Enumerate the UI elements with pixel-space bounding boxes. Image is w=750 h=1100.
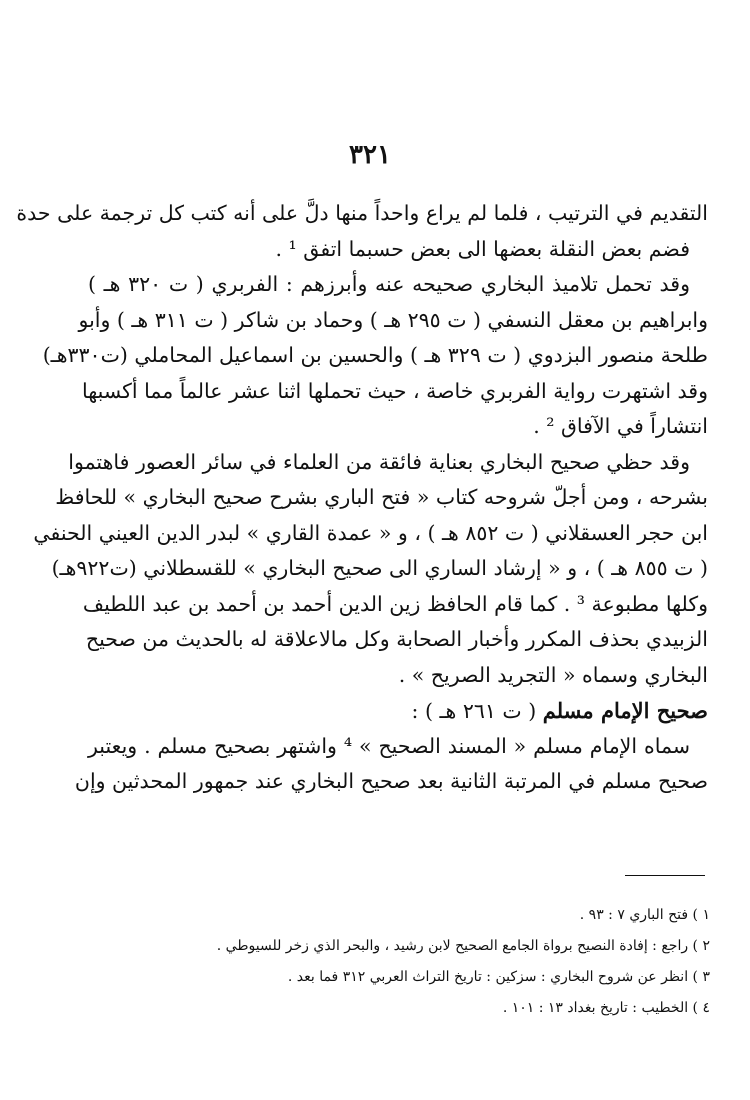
text-line: ابن حجر العسقلاني ( ت ٨٥٢ هـ ) ، و « عمدة القاري » لبدر الدين العيني الحنفي xyxy=(33,520,708,545)
text-line: ( ت ٨٥٥ هـ ) ، و « إرشاد الساري الى صحيح البخاري » للقسطلاني (ت٩٢٢هـ) xyxy=(51,556,708,580)
text-line: التقديم في الترتيب ، فلما لم يراع واحداً منها دلَّ على أنه كتب كل ترجمة على حدة xyxy=(16,201,708,225)
page-number: ٣٢١ xyxy=(349,140,391,170)
section-heading-date: ( ت ٢٦١ هـ ) : xyxy=(411,699,543,723)
text-line: البخاري وسماه « التجريد الصريح » . xyxy=(398,662,708,687)
text-line: فضم بعض النقلة بعضها الى بعض حسبما اتفق ¹ . xyxy=(275,236,690,261)
text-line: صحيح مسلم في المرتبة الثانية بعد صحيح البخاري عند جمهور المحدثين وإن xyxy=(74,769,708,793)
footnote: ٣ ) انظر عن شروح البخاري : سزكين : تاريخ التراث العربي ٣١٢ فما بعد . xyxy=(287,969,710,985)
text-line: وابراهيم بن معقل النسفي ( ت ٢٩٥ هـ ) وحماد بن شاكر ( ت ٣١١ هـ ) وأبو xyxy=(78,307,708,332)
text-line: بشرحه ، ومن أجلّ شروحه كتاب « فتح الباري بشرح صحيح البخاري » للحافظ xyxy=(55,485,708,509)
section-heading-title: صحيح الإمام مسلم xyxy=(542,698,708,723)
footnote: ٢ ) راجع : إفادة النصيح برواة الجامع الصحيح لابن رشيد ، والبحر الذي زخر للسيوطي . xyxy=(216,938,710,954)
text-line: وقد تحمل تلاميذ البخاري صحيحه عنه وأبرزهم : الفربري ( ت ٣٢٠ هـ ) xyxy=(88,272,690,296)
section-heading xyxy=(88,693,708,729)
footnote-divider xyxy=(625,875,705,876)
footnotes xyxy=(150,900,710,1024)
text-line: وقد اشتهرت رواية الفربري خاصة ، حيث تحملها اثنا عشر عالماً مما أكسبها xyxy=(81,378,708,403)
footnote: ١ ) فتح الباري ٧ : ٩٣ . xyxy=(579,907,710,923)
text-line: انتشاراً في الآفاق ² . xyxy=(533,414,708,438)
text-line: طلحة منصور البزدوي ( ت ٣٢٩ هـ ) والحسين بن اسماعيل المحاملي (ت٣٣٠هـ) xyxy=(42,343,708,367)
text-line: وقد حظي صحيح البخاري بعناية فائقة من العلماء في سائر العصور فاهتموا xyxy=(68,449,690,474)
text-line: الزبيدي بحذف المكرر وأخبار الصحابة وكل مالاعلاقة له بالحديث من صحيح xyxy=(85,627,708,651)
body-text xyxy=(16,196,708,800)
text-line: سماه الإمام مسلم « المسند الصحيح » ⁴ واشتهر بصحيح مسلم . ويعتبر xyxy=(88,733,690,758)
text-line: وكلها مطبوعة ³ . كما قام الحافظ زين الدين أحمد بن أحمد بن عبد اللطيف xyxy=(82,591,708,616)
footnote: ٤ ) الخطيب : تاريخ بغداد ١٣ : ١٠١ . xyxy=(502,1000,710,1016)
